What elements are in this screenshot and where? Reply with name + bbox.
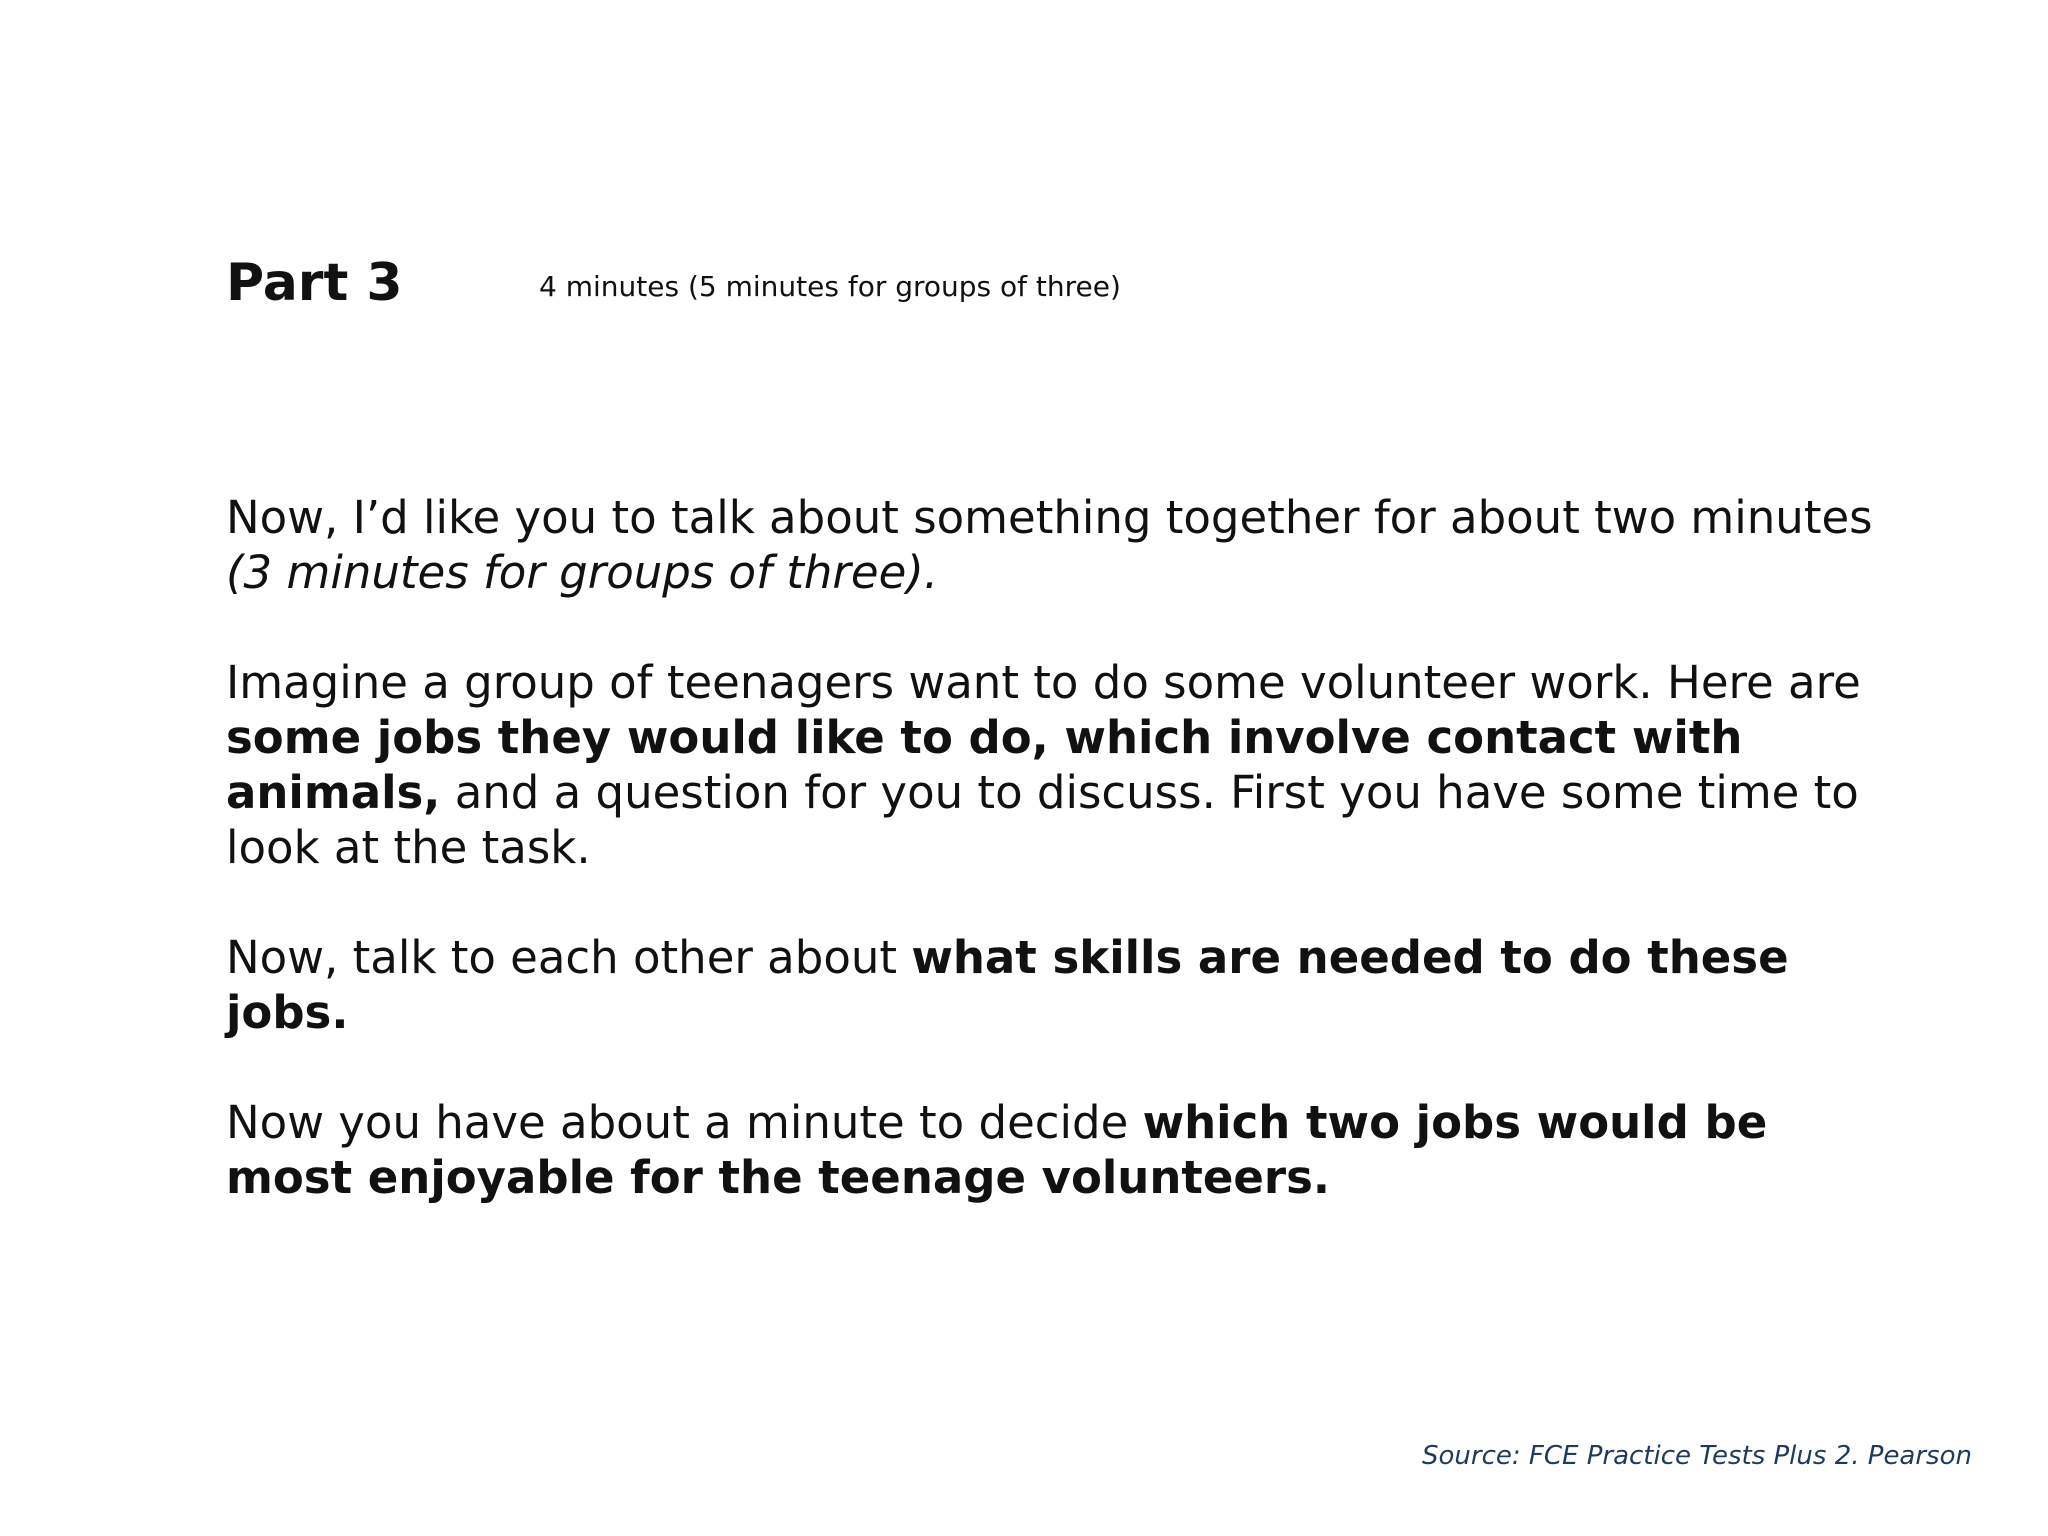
discuss-bold: what skills are needed to do these jobs.	[226, 931, 1789, 1039]
instruction-discuss	[226, 930, 1906, 1040]
instruction-intro	[226, 490, 1906, 600]
timing-note: 4 minutes (5 minutes for groups of three)	[539, 270, 1121, 303]
scenario-bold: some jobs they would like to do, which involve contact with animals,	[226, 711, 1743, 819]
scenario-text-end: and a question for you to discuss. First you have some time to look at the task.	[226, 766, 1859, 874]
decide-text: Now you have about a minute to decide	[226, 1096, 1143, 1149]
instruction-decide	[226, 1095, 1906, 1205]
intro-text: Now, I’d like you to talk about something together for about two minutes	[226, 491, 1873, 544]
part-title: Part 3	[226, 253, 403, 313]
instruction-scenario	[226, 655, 1906, 875]
decide-bold: which two jobs would be most enjoyable for the teenage volunteers.	[226, 1096, 1768, 1204]
instructions	[226, 490, 1906, 1205]
scenario-text-start: Imagine a group of teenagers want to do some volunteer work. Here are	[226, 656, 1861, 709]
source-citation: Source: FCE Practice Tests Plus 2. Pearson	[1422, 1441, 1972, 1471]
discuss-text: Now, talk to each other about	[226, 931, 912, 984]
intro-italic: (3 minutes for groups of three).	[226, 546, 939, 599]
